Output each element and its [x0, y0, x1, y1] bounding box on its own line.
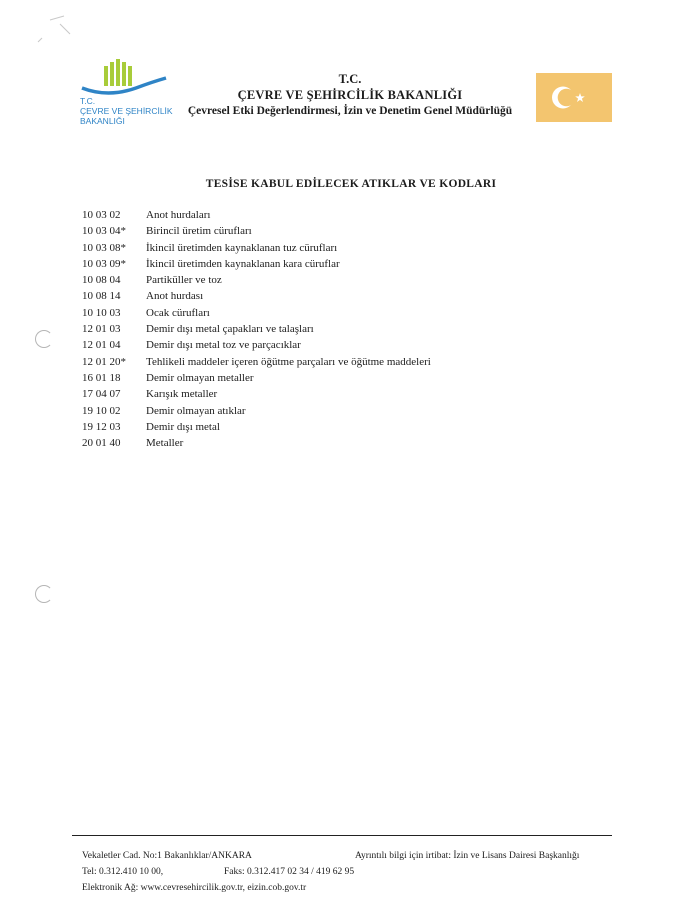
- waste-description: Tehlikeli maddeler içeren öğütme parçaları ve öğütme maddeleri: [146, 355, 431, 368]
- footer-divider: [72, 835, 612, 836]
- waste-description: İkincil üretimden kaynaklanan kara cüruflar: [146, 257, 340, 270]
- waste-row: [82, 321, 431, 337]
- waste-description: Metaller: [146, 437, 184, 450]
- waste-code: 16 01 18: [82, 371, 121, 384]
- waste-row: [82, 370, 431, 386]
- waste-row: [82, 256, 431, 272]
- waste-code: 10 08 04: [82, 274, 121, 287]
- waste-row: [82, 337, 431, 353]
- logo-text-bakanligi: BAKANLIĞI: [80, 116, 125, 126]
- waste-row: [82, 435, 431, 451]
- footer-address: Vekaletler Cad. No:1 Bakanlıklar/ANKARA: [82, 851, 252, 861]
- waste-row: [82, 223, 431, 239]
- waste-row: [82, 288, 431, 304]
- waste-description: Demir dışı metal toz ve parçacıklar: [146, 339, 301, 352]
- waste-row: [82, 272, 431, 288]
- waste-row: [82, 403, 431, 419]
- waste-description: Demir dışı metal çapakları ve talaşları: [146, 323, 314, 336]
- footer: [82, 848, 612, 896]
- footer-phone: Tel: 0.312.410 10 00,: [82, 867, 164, 877]
- waste-code: 12 01 20*: [82, 355, 126, 368]
- waste-code: 10 03 02: [82, 209, 121, 221]
- waste-row: [82, 207, 431, 223]
- footer-web: Elektronik Ağ: www.cevresehircilik.gov.tr, eizin.cob.gov.tr: [82, 883, 307, 893]
- waste-row: [82, 354, 431, 370]
- waste-code: 10 03 09*: [82, 257, 126, 270]
- waste-code: 10 08 14: [82, 290, 121, 303]
- waste-description: Anot hurdaları: [146, 209, 211, 221]
- waste-code: 19 10 02: [82, 404, 121, 417]
- header-tc: T.C.: [338, 72, 362, 86]
- waste-row: [82, 386, 431, 402]
- waste-description: Karışık metaller: [146, 388, 218, 401]
- waste-row: [82, 419, 431, 435]
- waste-description: Demir dışı metal: [146, 420, 220, 433]
- turkish-flag: [536, 73, 612, 122]
- waste-description: Anot hurdası: [146, 290, 204, 303]
- logo-text-ministry: ÇEVRE VE ŞEHİRCİLİK: [80, 106, 173, 116]
- waste-description: Birincil üretim cürufları: [146, 225, 252, 238]
- waste-code: 10 03 08*: [82, 241, 126, 254]
- waste-code: 12 01 03: [82, 323, 121, 336]
- scan-mark: [30, 12, 90, 52]
- crescent-star-icon: [536, 73, 612, 122]
- waste-description: Partiküller ve toz: [146, 274, 222, 287]
- waste-list: [82, 207, 431, 451]
- letterhead: [160, 72, 540, 119]
- waste-code: 10 03 04*: [82, 225, 126, 238]
- header-department: Çevresel Etki Değerlendirmesi, İzin ve Denetim Genel Müdürlüğü: [187, 105, 513, 117]
- waste-code: 10 10 03: [82, 306, 121, 319]
- waste-code: 20 01 40: [82, 437, 121, 450]
- footer-contact-info: Ayrıntılı bilgi için irtibat: İzin ve Lisans Dairesi Başkanlığı: [355, 851, 580, 861]
- document-title: TESİSE KABUL EDİLECEK ATIKLAR VE KODLARI: [205, 178, 497, 190]
- header-ministry: ÇEVRE VE ŞEHİRCİLİK BAKANLIĞI: [237, 88, 463, 102]
- waste-row: [82, 305, 431, 321]
- waste-description: İkincil üretimden kaynaklanan tuz cürufları: [146, 241, 338, 254]
- waste-code: 19 12 03: [82, 420, 121, 433]
- waste-code: 12 01 04: [82, 339, 121, 352]
- waste-description: Ocak cürufları: [146, 306, 210, 319]
- waste-description: Demir olmayan metaller: [146, 371, 254, 384]
- punch-hole: [35, 585, 53, 603]
- punch-hole: [35, 330, 53, 348]
- waste-code: 17 04 07: [82, 388, 121, 401]
- logo-text-tc: T.C.: [80, 96, 96, 106]
- footer-fax: Faks: 0.312.417 02 34 / 419 62 95: [224, 867, 355, 877]
- waste-row: [82, 240, 431, 256]
- waste-description: Demir olmayan atıklar: [146, 404, 246, 417]
